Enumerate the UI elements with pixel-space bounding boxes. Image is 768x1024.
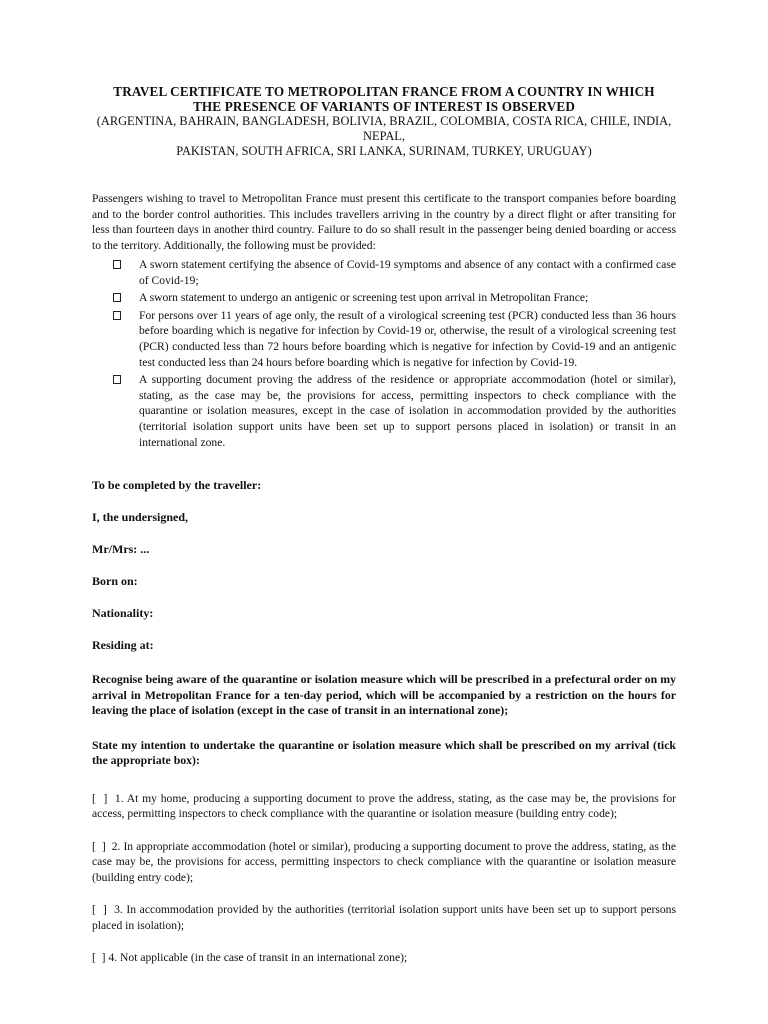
option-not-applicable — [92, 950, 676, 966]
requirement-item — [92, 372, 676, 450]
state-intention-paragraph: State my intention to undertake the quarantine or isolation measure which shall be prescribed on my arrival (tick the appropriate box): — [92, 737, 676, 768]
bullet-box-icon — [113, 260, 121, 269]
to-be-completed-heading: To be completed by the traveller: — [92, 478, 262, 493]
requirement-item — [92, 257, 676, 288]
option-checkbox[interactable]: [ ] — [92, 839, 106, 853]
title-line-1: TRAVEL CERTIFICATE TO METROPOLITAN FRANCE FROM A COUNTRY IN WHICH — [113, 84, 655, 99]
country-list-line-2: PAKISTAN, SOUTH AFRICA, SRI LANKA, SURINAM, TURKEY, URUGUAY) — [176, 144, 592, 158]
option-checkbox[interactable]: [ ] — [92, 791, 108, 805]
bullet-box-icon — [113, 311, 121, 320]
title-line-2: THE PRESENCE OF VARIANTS OF INTEREST IS OBSERVED — [192, 99, 576, 114]
country-list-line-1: (ARGENTINA, BAHRAIN, BANGLADESH, BOLIVIA, BRAZIL, COLOMBIA, COSTA RICA, CHILE, INDIA, NEPAL, — [96, 114, 672, 143]
requirement-item — [92, 290, 676, 306]
bullet-box-icon — [113, 375, 121, 384]
requirement-text: A sworn statement to undergo an antigenic or screening test upon arrival in Metropolitan France; — [139, 291, 589, 305]
born-on-field[interactable]: Born on: — [92, 574, 138, 589]
document-title — [92, 84, 676, 114]
undersigned-label: I, the undersigned, — [92, 510, 189, 525]
option-text: 3. In accommodation provided by the authorities (territorial isolation support units have been set up to support persons placed in isolation); — [92, 903, 676, 932]
bullet-box-icon — [113, 293, 121, 302]
requirement-text: A supporting document proving the address of the residence or appropriate accommodation (hotel or similar), stating, as the case may be, the provisions for access, permitting inspectors to check compliance with the quarantine or isolation measures, except in the case of isolation in accommodation provided by the authorities (territorial isolation support units have been set up to support persons placed in isolation) or transit in an international zone. — [139, 373, 676, 449]
mr-mrs-field[interactable]: Mr/Mrs: ... — [92, 542, 150, 557]
option-text: 2. In appropriate accommodation (hotel or similar), producing a supporting document to prove the address, stating, as the case may be, the provisions for access, permitting inspectors to check compliance with the quarantine or isolation measure (building entry code); — [92, 839, 676, 884]
option-home — [92, 791, 676, 822]
nationality-field[interactable]: Nationality: — [92, 606, 154, 621]
residing-at-field[interactable]: Residing at: — [92, 638, 154, 653]
option-hotel — [92, 839, 676, 886]
option-checkbox[interactable]: [ ] — [92, 951, 106, 965]
option-authority-accommodation — [92, 902, 676, 933]
requirement-text: For persons over 11 years of age only, the result of a virological screening test (PCR) conducted less than 36 hours before boarding which is negative for infection by Covid-19 or, otherwise, the result of a virological screening test (PCR) conducted less than 72 hours before boarding which is negative for infection by Covid-19 and an antigenic test conducted less than 24 hours before boarding which is negative for infection by Covid-19. — [139, 308, 676, 369]
intro-paragraph: Passengers wishing to travel to Metropolitan France must present this certificate to the transport companies before boarding and to the border control authorities. This includes travellers arriving in the country by a direct flight or after transiting for less than fourteen days in another third country. Failure to do so shall result in the passenger being denied boarding or access to the territory. Additionally, the following must be provided: — [92, 192, 676, 252]
requirement-item — [92, 308, 676, 370]
option-checkbox[interactable]: [ ] — [92, 903, 107, 917]
option-text: 4. Not applicable (in the case of transit in an international zone); — [108, 951, 408, 965]
country-list — [92, 114, 676, 159]
option-text: 1. At my home, producing a supporting document to prove the address, stating, as the case may be, the provisions for access, permitting inspectors to check compliance with the quarantine or isolation measure (building entry code); — [92, 791, 676, 821]
requirement-text: A sworn statement certifying the absence of Covid-19 symptoms and absence of any contact with a confirmed case of Covid-19; — [139, 258, 676, 287]
recognise-paragraph: Recognise being aware of the quarantine or isolation measure which will be prescribed in a prefectural order on my arrival in Metropolitan France for a ten-day period, which will be accompanied by a restriction on the hours for leaving the place of isolation (except in the case of transit in an international zone); — [92, 672, 676, 718]
requirements-list — [92, 257, 676, 450]
